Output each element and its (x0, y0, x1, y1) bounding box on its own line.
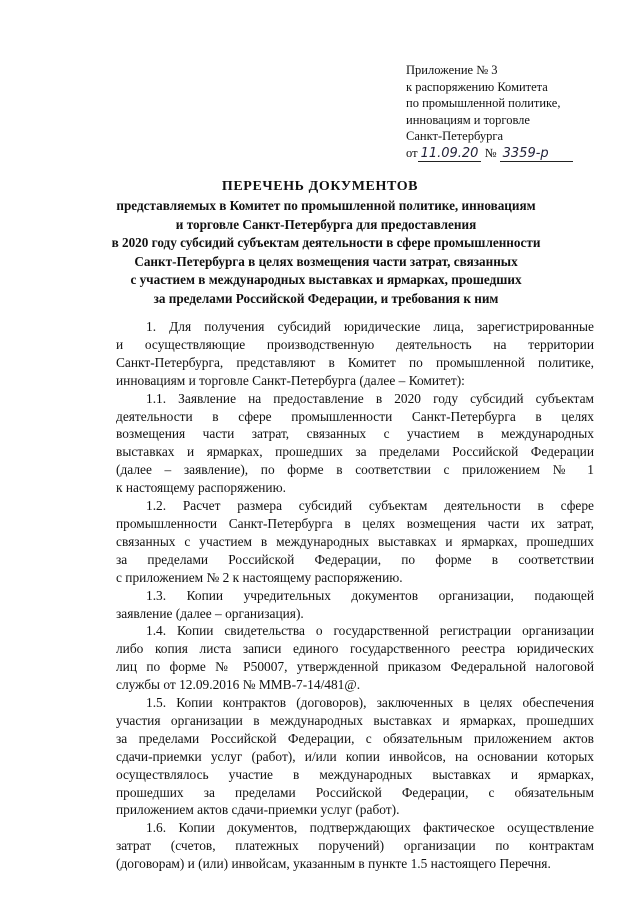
number-prefix: № (484, 145, 497, 160)
document-title: ПЕРЕЧЕНЬ ДОКУМЕНТОВ (221, 179, 419, 194)
handwritten-date: 11.09.20 (418, 146, 482, 162)
paragraph-1 (116, 318, 594, 390)
body-line: промышленности Санкт-Петербурга в целях возмещения части их затрат, (116, 515, 594, 531)
body-line: 1.5. Копии контрактов (договоров), заключенных в целях обеспечения (146, 695, 594, 711)
body-line: Санкт-Петербурга, представляют в Комитет по промышленной политике, (116, 354, 594, 370)
body-line: связанных с участием в международных выставках и ярмарках, прошедших (116, 533, 594, 549)
subtitle-line: с участием в международных выставках и ярмарках, прошедших (130, 272, 522, 287)
paragraph-1-4 (116, 622, 594, 694)
paragraph-1-3 (116, 587, 594, 623)
body-line: службы от 12.09.2016 № ММВ-7-14/481@. (116, 677, 361, 693)
body-line: приложением актов сдачи-приемки услуг (работ). (116, 802, 400, 818)
subtitle-line: Санкт-Петербурга в целях возмещения части затрат, связанных (134, 253, 518, 269)
body-line: выставках и ярмарках, прошедших за пределами Российской Федерации (116, 444, 594, 460)
body-line: за пределами Российской Федерации, по форме в соответствии (116, 551, 594, 567)
body-line: за пределами Российской Федерации, с обязательным приложением актов (116, 730, 594, 746)
subtitle-line: в 2020 году субсидий субъектам деятельности в сфере промышленности (111, 235, 541, 250)
body-line: затрат (счетов, платежных поручений) организации по контрактам (116, 838, 594, 854)
appendix-line: инновациям и торговле (406, 112, 530, 127)
body-line: либо копия листа записи единого государственного реестра юридических (116, 641, 594, 657)
appendix-line: к распоряжению Комитета (406, 79, 548, 94)
body-line: осуществлялось участие в международных выставках и ярмарках, (116, 766, 594, 782)
body-line: инновациям и торговле Санкт-Петербурга (далее – Комитет): (116, 372, 465, 388)
body-line: 1.6. Копии документов, подтверждающих фактическое осуществление (146, 820, 594, 836)
appendix-header (406, 62, 626, 162)
subtitle-line: представляемых в Комитет по промышленной политике, инновациям (116, 198, 536, 213)
body-line: с приложением № 2 к настоящему распоряжению. (116, 569, 403, 585)
body-line: возмещения части затрат, связанных с участием в международных (116, 426, 594, 442)
body-line: 1.3. Копии учредительных документов организации, подающей (146, 587, 594, 603)
body-line: заявление (далее – организация). (116, 605, 304, 621)
body-line: к настоящему распоряжению. (116, 480, 286, 496)
body-line: сдачи-приемки услуг (работ), и/или копии инвойсов, на основании которых (116, 748, 594, 764)
date-prefix: от (406, 145, 418, 160)
subtitle-line: и торговле Санкт-Петербурга для предоставления (175, 216, 477, 232)
body-line: деятельности в сфере промышленности Санкт-Петербурга в целях (116, 408, 594, 424)
body-line: (далее – заявление), по форме в соответствии с приложением № 1 (116, 462, 594, 478)
paragraph-1-1 (116, 390, 594, 497)
appendix-line: по промышленной политике, (406, 96, 561, 110)
body-line: участия организации в международных выставках и ярмарках, прошедших (116, 712, 594, 728)
body-line: 1.4. Копии свидетельства о государственной регистрации организации (146, 623, 594, 639)
body-line: прошедших за пределами Российской Федерации, с обязательным (116, 784, 594, 800)
document-body (116, 318, 594, 873)
appendix-line: Санкт-Петербурга (406, 129, 504, 143)
appendix-line: Приложение № 3 (406, 63, 498, 77)
body-line: и осуществляющие производственную деятельность на территории (116, 336, 594, 352)
handwritten-number: 3359-р (500, 146, 573, 162)
body-line: 1.1. Заявление на предоставление в 2020 году субсидий субъектам (146, 390, 594, 406)
body-line: 1. Для получения субсидий юридические лица, зарегистрированные (146, 319, 594, 334)
body-line: 1.2. Расчет размера субсидий субъектам деятельности в сфере (146, 498, 594, 514)
paragraph-1-2 (116, 497, 594, 587)
body-line: лиц по форме № Р50007, утвержденной приказом Федеральной налоговой (116, 659, 594, 675)
document-subtitle (96, 197, 556, 308)
subtitle-line: за пределами Российской Федерации, и требования к ним (153, 290, 499, 306)
body-line: (договорам) и (или) инвойсам, указанным в пункте 1.5 настоящего Перечня. (116, 856, 551, 872)
paragraph-1-6 (116, 819, 594, 873)
appendix-date-number-line (406, 145, 626, 163)
paragraph-1-5 (116, 694, 594, 819)
